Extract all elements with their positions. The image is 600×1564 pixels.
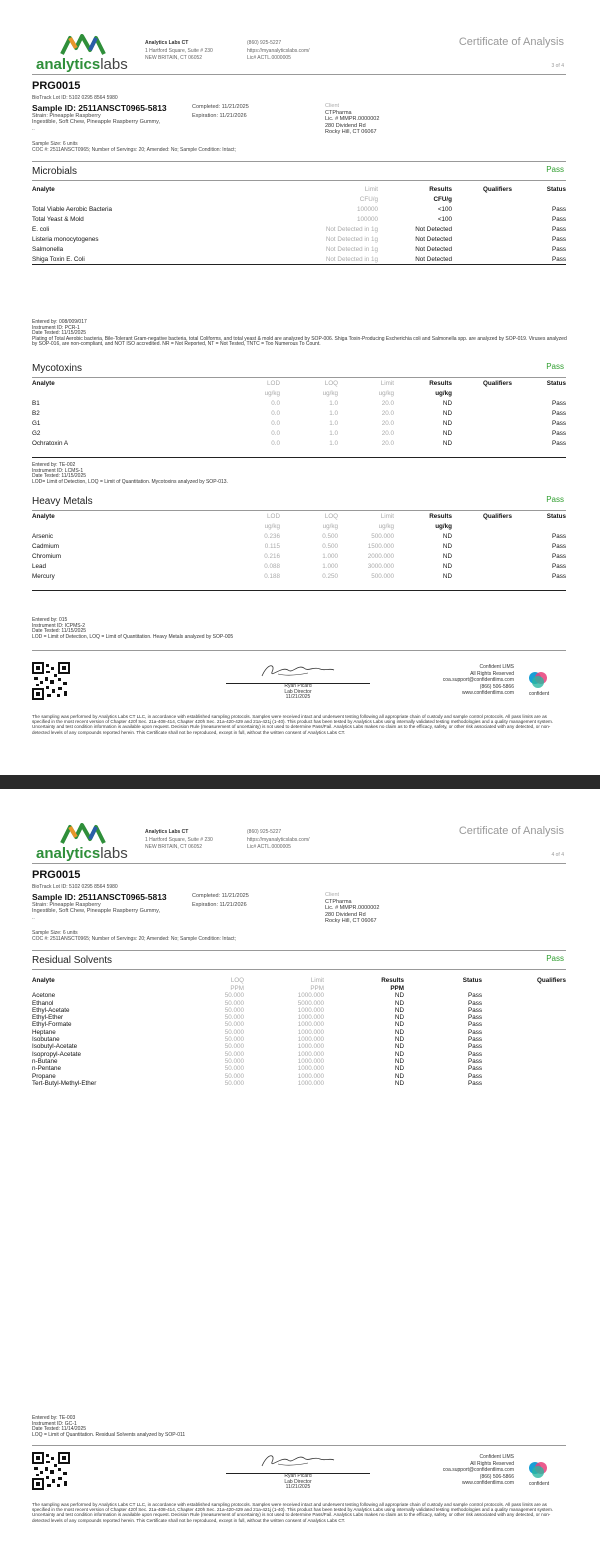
microbials-table: Analyte Limit Results Qualifiers Status CFU/g CFU/g Total Viable Aerobic Bacteria 100000 <100 Pass Total Yeast & Mold 100000 <100 Pass E. coli Not Detected in 1g Not Detected Pass Listeria monocytogenes Not Detected in 1g Not Detected Pass Salmonella Not Detected in 1g Not Detected Pass Shiga Toxin E. Coli Not Detected in 1g Not Detected Pass	[32, 185, 566, 263]
lims-info: Confident LIMS All Rights Reserved coa.support@confidentlims.com (866) 506-5866 www.confidentlims.com	[442, 1454, 514, 1486]
table-row: Total Yeast & Mold 100000 <100 Pass	[32, 215, 566, 223]
qr-code-icon	[32, 1452, 70, 1490]
table-row: Ethanol 50.000 5000.000 ND Pass	[32, 999, 482, 1007]
mycotoxins-title: Mycotoxins	[32, 363, 83, 374]
lab-address: Analytics Labs CT 1 Hartford Square, Suite # 230 NEW BRITAIN, CT 06052	[145, 40, 213, 61]
microbials-pass: Pass	[546, 165, 564, 174]
table-row: Isobutane 50.000 1000.000 ND Pass	[32, 1036, 482, 1044]
expiration-date: Expiration: 11/21/2026	[192, 902, 247, 908]
page-separator	[0, 775, 600, 789]
signatory: Ryan Picard Lab Director 11/21/2025	[284, 1473, 312, 1490]
table-row: Arsenic 0.236 0.500 500.000 ND Pass	[32, 532, 566, 540]
signature-icon	[258, 1450, 338, 1472]
sample-code: PRG0015	[32, 80, 81, 92]
table-row: G1 0.0 1.0 20.0 ND Pass	[32, 419, 566, 427]
table-row: Isobutyl-Acetate 50.000 1000.000 ND Pass	[32, 1043, 482, 1051]
analytics-labs-logo: analyticslabs	[36, 34, 136, 72]
strain-info: Strain: Pineapple Raspberry Ingestible, Soft Chew, Pineapple Raspberry Gummy,	[32, 113, 160, 125]
residual-solvents-table: Analyte LOQ Limit Results Status Qualifiers PPM PPM PPM Acetone 50.000 1000.000 ND Pass Ethanol 50.000 5000.000 ND Pass Ethyl-Acetate 50.000 1000.000 ND Pass Ethyl-Ether 50.000 1000.000 ND Pass Ethyl-Formate 50.000 1000.000 ND Pass Heptane 50.000 1000.000 ND Pass Isobutane 50.000 1000.000 ND Pass Isobutyl-Acetate 50.000 1000.000 ND Pass Isopropyl-Acetate 50.000 1000.000 ND Pass n-Butane 50.000 1000.000 ND Pass n-Pentane 50.000 1000.000 ND Pass Propane 50.000 1000.000 ND Pass Tert-Butyl-Methyl-Ether 50.000 1000.000 ND Pass	[32, 976, 566, 1087]
coa-page-3	[0, 0, 600, 775]
residual-solvents-title: Residual Solvents	[32, 955, 113, 966]
strain-continuation: ..	[32, 126, 35, 132]
table-row: Ethyl-Acetate 50.000 1000.000 ND Pass	[32, 1006, 482, 1014]
page-number: 3 of 4	[551, 63, 564, 69]
coa-page-4	[0, 789, 600, 1564]
table-row: Lead 0.088 1.000 3000.000 ND Pass	[32, 562, 566, 570]
lab-contact: (860) 925-5227 https://myanalyticslabs.com/ Lic# ACTL.0000005	[247, 829, 310, 850]
sample-size: Sample Size: 6 units COC #: 2511ANSCT0965; Number of Servings: 20; Amended: No; Sample Condition: Intact;	[32, 930, 236, 942]
svg-text:confident: confident	[528, 1481, 550, 1487]
client-block: Client CTPharma Lic. # MMPR.0000002 280 Dividend Rd Rocky Hill, CT 06067	[325, 892, 380, 925]
doc-title: Certificate of Analysis	[458, 825, 564, 837]
expiration-date: Expiration: 11/21/2026	[192, 113, 247, 119]
table-row: Cadmium 0.115 0.500 1500.000 ND Pass	[32, 542, 566, 550]
strain-continuation: ..	[32, 915, 35, 921]
confident-logo	[524, 668, 554, 698]
table-row: B2 0.0 1.0 20.0 ND Pass	[32, 409, 566, 417]
qr-code-icon	[32, 662, 70, 700]
mycotoxins-notes: Entered by: TE-002 Instrument ID: LCMS-1 Date Tested: 11/15/2025 LOD= Limit of Detection, LOQ = Limit of Quantitation. Mycotoxins analyzed by SOP-013.	[32, 462, 228, 485]
svg-text:confident: confident	[528, 691, 550, 697]
lims-info: Confident LIMS All Rights Reserved coa.support@confidentlims.com (866) 506-5866 www.confidentlims.com	[442, 664, 514, 696]
signature-icon	[258, 660, 338, 682]
heavy-metals-pass: Pass	[546, 495, 564, 504]
sample-code: PRG0015	[32, 869, 81, 881]
table-row: Ochratoxin A 0.0 1.0 20.0 ND Pass	[32, 439, 566, 447]
lab-address: Analytics Labs CT 1 Hartford Square, Suite # 230 NEW BRITAIN, CT 06052	[145, 829, 213, 850]
strain-info: Strain: Pineapple Raspberry Ingestible, Soft Chew, Pineapple Raspberry Gummy,	[32, 902, 160, 914]
completed-date: Completed: 11/21/2025	[192, 104, 249, 110]
biotrack-id: BioTrack Lot ID: 5102 0295 8564 5980	[32, 95, 118, 101]
table-row: Isopropyl-Acetate 50.000 1000.000 ND Pass	[32, 1050, 482, 1058]
heavy-metals-table: Analyte LOD LOQ Limit Results Qualifiers Status ug/kg ug/kg ug/kg ug/kg Arsenic 0.236 0.500 500.000 ND Pass Cadmium 0.115 0.500 1500.000 ND Pass Chromium 0.216 1.000 2000.000 ND Pass Lead 0.088 1.000 3000.000 ND Pass Mercury 0.188 0.250 500.000 ND Pass	[32, 512, 566, 580]
biotrack-id: BioTrack Lot ID: 5102 0295 8564 5980	[32, 884, 118, 890]
confident-logo	[524, 1458, 554, 1488]
completed-date: Completed: 11/21/2025	[192, 893, 249, 899]
microbials-notes: Entered by: 008/009/017 Instrument ID: PCR-1 Date Tested: 11/15/2025 Plating of Total Aerobic bacteria, Bile-Tolerant Gram-negative bacteria, total Coliforms, and total yeast & mold are analyzed by SOP-006. Shiga Toxin-Producing Escherichia coli and Salmonella spp. are analyzed by SOP-019. Viruses analyzed by SOP-016, are non-compliant, and NOT ISO accredited. NR = Not Reported, NT = Not Tested, TNTC = Too Numerous To Count.	[32, 319, 567, 348]
sample-size: Sample Size: 6 units COC #: 2511ANSCT0965; Number of Servings: 20; Amended: No; Sample Condition: Intact;	[32, 141, 236, 153]
table-row: n-Pentane 50.000 1000.000 ND Pass	[32, 1065, 482, 1073]
doc-title: Certificate of Analysis	[458, 36, 564, 48]
analytics-labs-logo: analyticslabs	[36, 823, 136, 861]
table-row: E. coli Not Detected in 1g Not Detected Pass	[32, 225, 566, 233]
residual-solvents-notes: Entered by: TE-003 Instrument ID: GC-1 Date Tested: 11/14/2025 LOQ = Limit of Quantitation. Residual Solvents analyzed by SOP-011	[32, 1415, 186, 1438]
heavy-metals-notes: Entered by: 015 Instrument ID: ICPMS-2 Date Tested: 11/15/2025 LOD = Limit of Detection, LOQ = Limit of Quantitation. Heavy Metals analyzed by SOP-005	[32, 617, 234, 640]
sample-id: Sample ID: 2511ANSCT0965-5813	[32, 892, 167, 902]
lab-contact: (860) 925-5227 https://myanalyticslabs.com/ Lic# ACTL.0000005	[247, 40, 310, 61]
table-row: B1 0.0 1.0 20.0 ND Pass	[32, 399, 566, 407]
mycotoxins-table: Analyte LOD LOQ Limit Results Qualifiers Status ug/kg ug/kg ug/kg ug/kg B1 0.0 1.0 20.0 ND Pass B2 0.0 1.0 20.0 ND Pass G1 0.0 1.0 20.0 ND Pass G2 0.0 1.0 20.0 ND Pass Ochratoxin A 0.0 1.0 20.0 ND Pass	[32, 379, 566, 447]
residual-solvents-pass: Pass	[546, 954, 564, 963]
table-row: Total Viable Aerobic Bacteria 100000 <100 Pass	[32, 205, 566, 213]
sample-id: Sample ID: 2511ANSCT0965-5813	[32, 103, 167, 113]
table-row: Ethyl-Formate 50.000 1000.000 ND Pass	[32, 1021, 482, 1029]
disclaimer: The sampling was performed by Analytics Labs CT LLC, in accordance with established sampling protocols. Samples were received intact and underwent testing following all appropriate chain of custody and sample control protocols. All pass limits are as specified in the most recent version of Chapter 420f Sec. 21a-408-414, Chapter 420h Sec. 21a-420-429 and 21a-421j (1-40). This product has been tested by Analytics Labs using internally validated testing methodologies and a quality management system. Uncertainty and test condition information is available upon request. Decision Rule (measurement of uncertainty) is not used to determine Pass/Fail. Analytics Labs makes no claim as to the efficacy, safety, or other risk associated with any detected, or non-detected levels of any compounds reported herein. This Certificate shall not be reproduced, except in full, without the written consent of Analytics Labs CT.	[32, 714, 554, 735]
disclaimer: The sampling was performed by Analytics Labs CT LLC, in accordance with established sampling protocols. Samples were received intact and underwent testing following all appropriate chain of custody and sample control protocols. All pass limits are as specified in the most recent version of Chapter 420f Sec. 21a-408-414, Chapter 420h Sec. 21a-420-429 and 21a-421j (1-40). This product has been tested by Analytics Labs using internally validated testing methodologies and a quality management system. Uncertainty and test condition information is available upon request. Decision Rule (measurement of uncertainty) is not used to determine Pass/Fail. Analytics Labs makes no claim as to the efficacy, safety, or other risk associated with any detected, or non-detected levels of any compounds reported herein. This Certificate shall not be reproduced, except in full, without the written consent of Analytics Labs CT.	[32, 1502, 554, 1523]
table-row: Tert-Butyl-Methyl-Ether 50.000 1000.000 ND Pass	[32, 1079, 482, 1087]
table-row: G2 0.0 1.0 20.0 ND Pass	[32, 429, 566, 437]
client-block: Client CTPharma Lic. # MMPR.0000002 280 Dividend Rd Rocky Hill, CT 06067	[325, 103, 380, 136]
table-row: Shiga Toxin E. Coli Not Detected in 1g Not Detected Pass	[32, 255, 566, 263]
table-row: Propane 50.000 1000.000 ND Pass	[32, 1072, 482, 1080]
table-row: Listeria monocytogenes Not Detected in 1g Not Detected Pass	[32, 235, 566, 243]
table-row: Acetone 50.000 1000.000 ND Pass	[32, 992, 482, 1000]
microbials-title: Microbials	[32, 166, 78, 177]
table-row: Salmonella Not Detected in 1g Not Detected Pass	[32, 245, 566, 253]
signatory: Ryan Picard Lab Director 11/21/2025	[284, 683, 312, 700]
heavy-metals-title: Heavy Metals	[32, 496, 93, 507]
table-row: Mercury 0.188 0.250 500.000 ND Pass	[32, 572, 566, 580]
table-row: Chromium 0.216 1.000 2000.000 ND Pass	[32, 552, 566, 560]
table-row: Heptane 50.000 1000.000 ND Pass	[32, 1028, 482, 1036]
table-row: n-Butane 50.000 1000.000 ND Pass	[32, 1057, 482, 1065]
page-number: 4 of 4	[551, 852, 564, 858]
mycotoxins-pass: Pass	[546, 362, 564, 371]
table-row: Ethyl-Ether 50.000 1000.000 ND Pass	[32, 1014, 482, 1022]
